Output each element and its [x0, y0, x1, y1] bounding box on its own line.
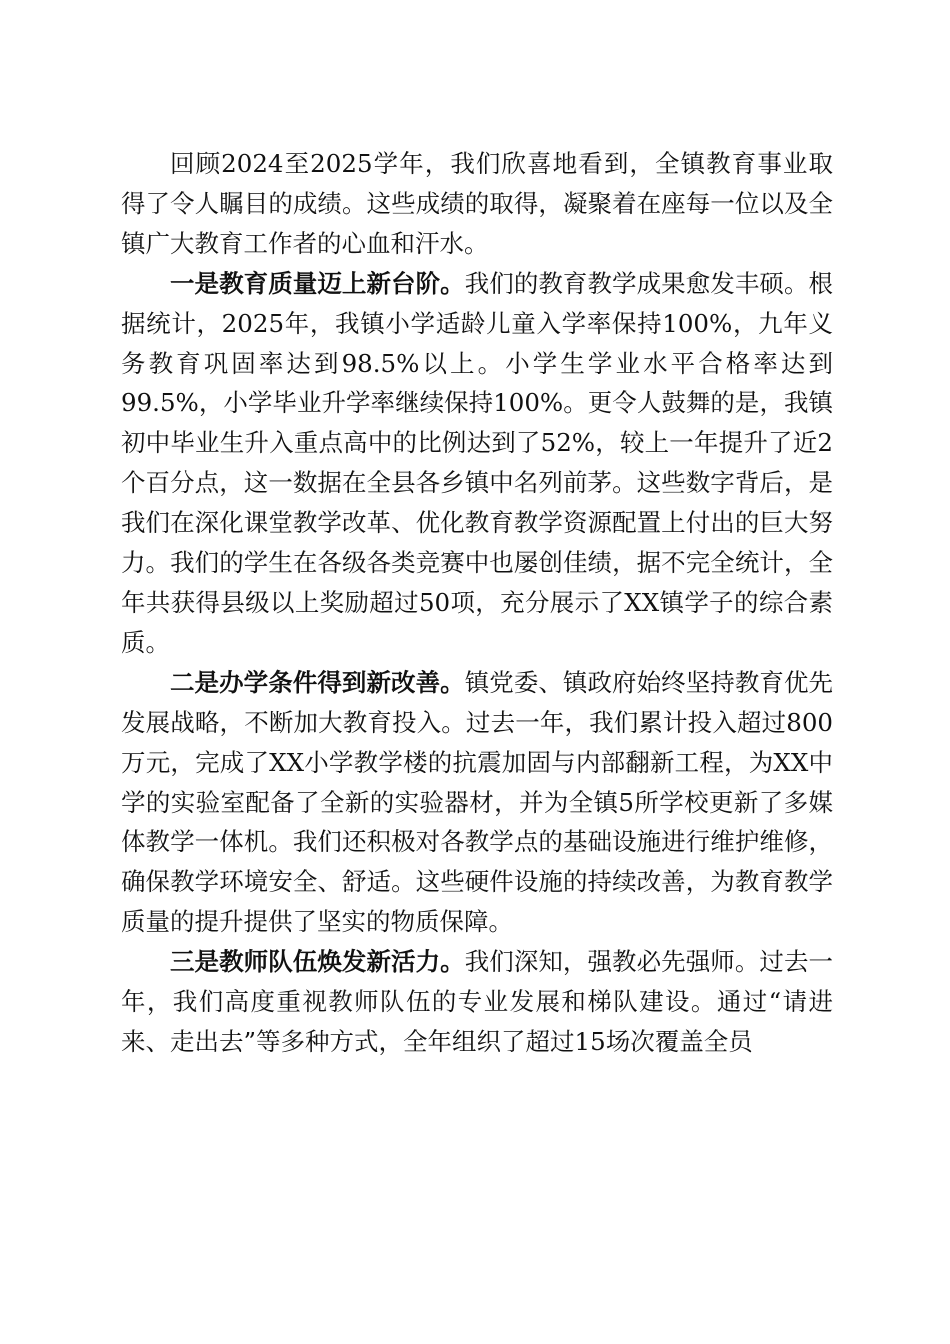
- paragraph-text: 我们的教育教学成果愈发丰硕。根据统计，2025年，我镇小学适龄儿童入学率保持100%，九年义务教育巩固率达到98.5%以上。小学生学业水平合格率达到99.5%，小学毕业升学率继续保持100%。更令人鼓舞的是，我镇初中毕业生升入重点高中的比例达到了52%，较上一年提升了近2个百分点，这一数据在全县各乡镇中名列前茅。这些数字背后，是我们在深化课堂教学改革、优化教育教学资源配置上付出的巨大努力。我们的学生在各级各类竞赛中也屡创佳绩，据不完全统计，全年共获得县级以上奖励超过50项，充分展示了XX镇学子的综合素质。: [121, 268, 834, 657]
- paragraph-lead: 三是教师队伍焕发新活力。: [170, 947, 465, 977]
- paragraph-text: 我们深知，强教必先强师。过去一年，我们高度重视教师队伍的专业发展和梯队建设。通过“请进来、走出去”等多种方式，全年组织了超过15场次覆盖全员: [121, 947, 834, 1056]
- document-body: [121, 144, 833, 1062]
- paragraph-teacher-team: [121, 942, 833, 1062]
- paragraph-text: 回顾2024至2025学年，我们欣喜地看到，全镇教育事业取得了令人瞩目的成绩。这些成绩的取得，凝聚着在座每一位以及全镇广大教育工作者的心血和汗水。: [121, 149, 833, 258]
- paragraph-review: [121, 144, 833, 264]
- paragraph-education-quality: [121, 264, 833, 663]
- paragraph-text: 镇党委、镇政府始终坚持教育优先发展战略，不断加大教育投入。过去一年，我们累计投入超过800万元，完成了XX小学教学楼的抗震加固与内部翻新工程，为XX中学的实验室配备了全新的实验器材，并为全镇5所学校更新了多媒体教学一体机。我们还积极对各教学点的基础设施进行维护维修，确保教学环境安全、舒适。这些硬件设施的持续改善，为教育教学质量的提升提供了坚实的物质保障。: [121, 667, 834, 937]
- paragraph-school-conditions: [121, 663, 833, 942]
- paragraph-lead: 一是教育质量迈上新台阶。: [170, 268, 465, 298]
- paragraph-lead: 二是办学条件得到新改善。: [170, 667, 465, 697]
